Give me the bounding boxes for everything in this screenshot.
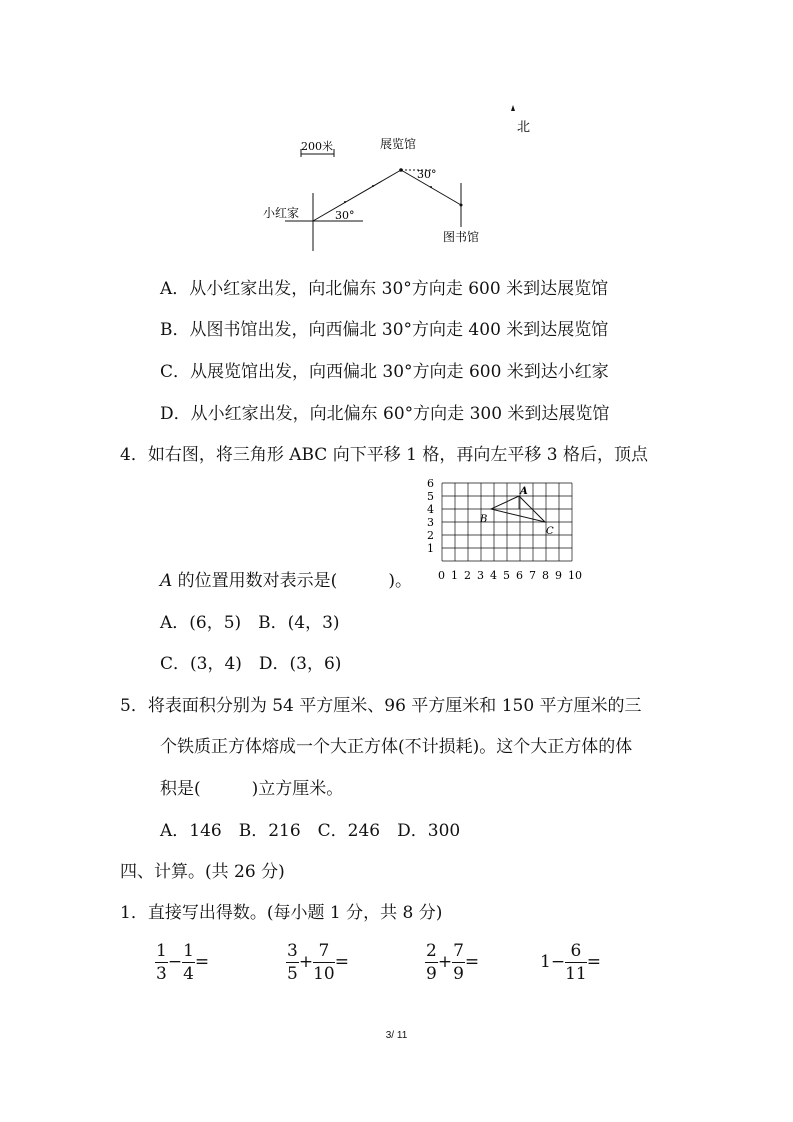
grid-lines bbox=[442, 483, 572, 561]
q3-option-a: A．从小红家出发，向北偏东 30°方向走 600 米到达展览馆 bbox=[160, 279, 609, 299]
grid-x-tick-label: 4 bbox=[490, 569, 497, 582]
q4-options-row2: C．(3，4) D．(3，6) bbox=[160, 654, 342, 674]
grid-x-tick-label: 2 bbox=[464, 569, 471, 582]
library-label: 图书馆 bbox=[443, 230, 480, 244]
north-label: 北 bbox=[517, 120, 531, 135]
grid-y-tick-label: 5 bbox=[427, 490, 434, 503]
grid-x-tick-label: 9 bbox=[555, 569, 562, 582]
point-a-label: A bbox=[520, 486, 528, 497]
direction-map-figure bbox=[255, 95, 555, 255]
grid-y-tick-label: 3 bbox=[427, 516, 434, 529]
grid-y-tick-label: 1 bbox=[427, 542, 434, 555]
coordinate-grid-figure bbox=[420, 478, 590, 583]
grid-x-tick-label: 1 bbox=[451, 569, 458, 582]
home-label: 小红家 bbox=[263, 206, 300, 220]
grid-x-tick-label: 8 bbox=[542, 569, 549, 582]
q3-option-c: C．从展览馆出发，向西偏北 30°方向走 600 米到达小红家 bbox=[160, 362, 609, 382]
path-home-museum bbox=[313, 170, 401, 221]
angle-bottom-label: 30° bbox=[335, 209, 355, 222]
q5-line1: 5．将表面积分别为 54 平方厘米、96 平方厘米和 150 平方厘米的三 bbox=[120, 696, 642, 716]
q3-option-b: B．从图书馆出发，向西偏北 30°方向走 400 米到达展览馆 bbox=[160, 320, 609, 340]
sub1-title: 1．直接写出得数。(每小题 1 分，共 8 分) bbox=[120, 903, 443, 923]
q4-line2 bbox=[160, 566, 412, 591]
q4-line2-text: 的位置用数对表示是( )。 bbox=[172, 571, 412, 591]
q3-option-d: D．从小红家出发，向北偏东 60°方向走 300 米到达展览馆 bbox=[160, 404, 610, 424]
q4-line1: 4．如右图，将三角形 ABC 向下平移 1 格，再向左平移 3 格后，顶点 bbox=[120, 445, 648, 465]
fraction-expr-2: $\frac{3}{5}$ + $\frac{7}{10}$ = bbox=[287, 941, 349, 984]
grid-x-tick-label: 3 bbox=[477, 569, 484, 582]
grid-x-tick-label: 0 bbox=[438, 569, 445, 582]
fraction-expr-4: 1− $\frac{6}{11}$ = bbox=[540, 941, 601, 984]
grid-x-tick-label: 5 bbox=[503, 569, 510, 582]
grid-x-tick-label: 10 bbox=[568, 569, 582, 582]
page-number: 3/ 11 bbox=[385, 1030, 408, 1041]
grid-y-tick-label: 4 bbox=[427, 503, 434, 516]
q5-line2: 个铁质正方体熔成一个大正方体(不计损耗)。这个大正方体的体 bbox=[160, 737, 633, 757]
grid-x-tick-label: 7 bbox=[529, 569, 536, 582]
point-c-label: C bbox=[546, 526, 554, 537]
north-arrow-icon bbox=[511, 105, 515, 111]
museum-label: 展览馆 bbox=[380, 137, 417, 151]
fraction-expr-1: $\frac{1}{3}$ − $\frac{1}{4}$ = bbox=[156, 941, 210, 984]
grid-x-labels bbox=[438, 569, 582, 582]
point-b-label: B bbox=[480, 514, 488, 525]
scale-label: 200米 bbox=[301, 140, 333, 153]
q5-options: A．146 B．216 C．246 D．300 bbox=[160, 821, 461, 841]
grid-y-tick-label: 2 bbox=[427, 529, 434, 542]
grid-x-tick-label: 6 bbox=[516, 569, 523, 582]
q4-options-row1: A．(6，5) B．(4，3) bbox=[160, 613, 340, 633]
section4-title: 四、计算。(共 26 分) bbox=[120, 862, 285, 882]
grid-y-labels bbox=[427, 478, 434, 555]
q5-line3: 积是( )立方厘米。 bbox=[160, 779, 344, 799]
angle-top-label: 30° bbox=[417, 168, 437, 181]
fraction-expr-3: $\frac{2}{9}$ + $\frac{7}{9}$ = bbox=[426, 941, 480, 984]
q4-point-a-italic: A bbox=[160, 571, 173, 591]
grid-y-tick-label: 6 bbox=[427, 478, 434, 490]
